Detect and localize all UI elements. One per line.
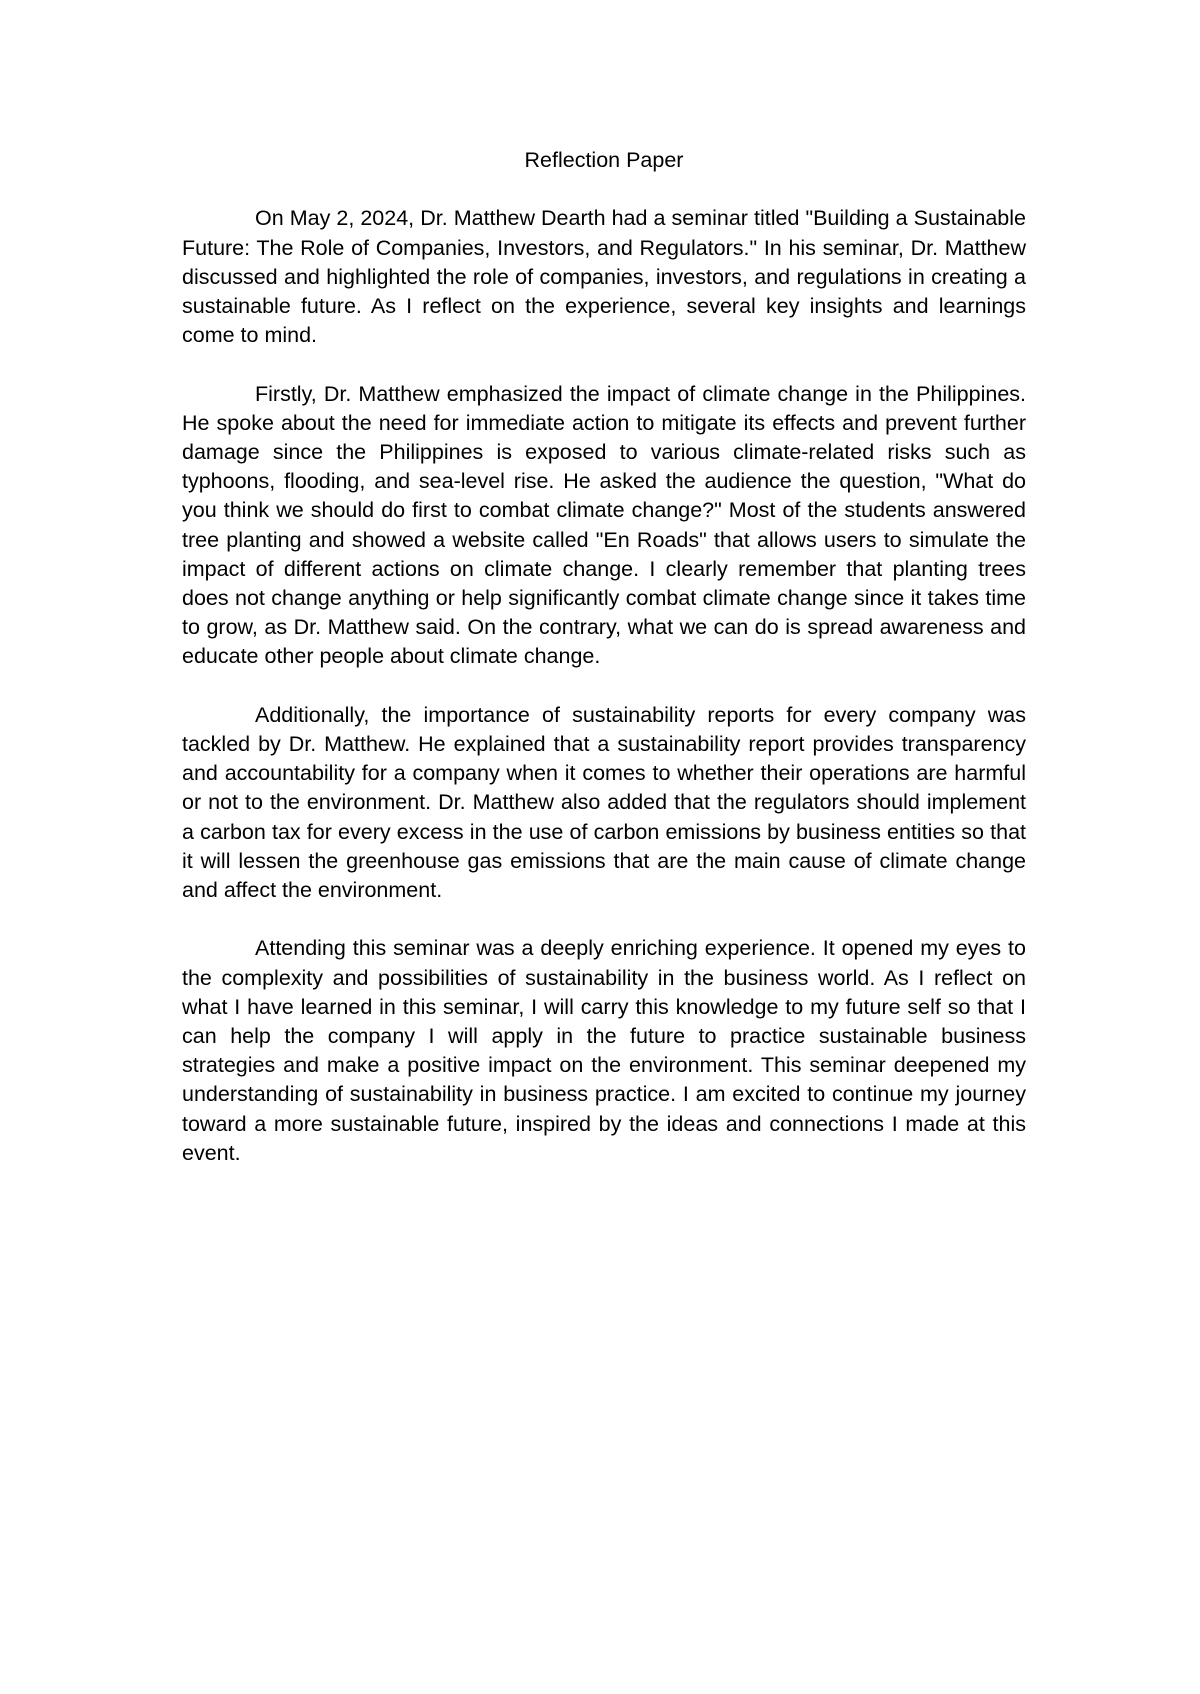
- paragraph-intro: On May 2, 2024, Dr. Matthew Dearth had a seminar titled "Building a Sustainable Future: The Role of Companies, Investors, and Regulators." In his seminar, Dr. Matthew discussed and highlighted the role of companies, investors, and regulations in creating a sustainable future. As I reflect on the experience, several key insights and learnings come to mind.: [182, 206, 1026, 348]
- paragraph-climate-change: Firstly, Dr. Matthew emphasized the impact of climate change in the Philippines. He spoke about the need for immediate action to mitigate its effects and prevent further damage since the Philippines is exposed to various climate-related risks such as typhoons, flooding, and sea-level rise. He asked the audience the question, "What do you think we should do first to combat climate change?" Most of the students answered tree planting and showed a website called "En Roads" that allows users to simulate the impact of different actions on climate change. I clearly remember that planting trees does not change anything or help significantly combat climate change since it takes time to grow, as Dr. Matthew said. On the contrary, what we can do is spread awareness and educate other people about climate change.: [182, 381, 1026, 669]
- document-title: Reflection Paper: [524, 148, 684, 172]
- paragraph-conclusion: Attending this seminar was a deeply enriching experience. It opened my eyes to the complexity and possibilities of sustainability in the business world. As I reflect on what I have learned in this seminar, I will carry this knowledge to my future self so that I can help the company I will apply in the future to practice sustainable business strategies and make a positive impact on the environment. This seminar deepened my understanding of sustainability in business practice. I am excited to continue my journey toward a more sustainable future, inspired by the ideas and connections I made at this event.: [182, 936, 1026, 1165]
- paragraph-sustainability-reports: Additionally, the importance of sustainability reports for every company was tackled by Dr. Matthew. He explained that a sustainability report provides transparency and accountability for a company when it comes to whether their operations are harmful or not to the environment. Dr. Matthew also added that the regulators should implement a carbon tax for every excess in the use of carbon emissions by business entities so that it will lessen the greenhouse gas emissions that are the main cause of climate change and affect the environment.: [182, 702, 1026, 903]
- document-body: [182, 146, 1026, 1197]
